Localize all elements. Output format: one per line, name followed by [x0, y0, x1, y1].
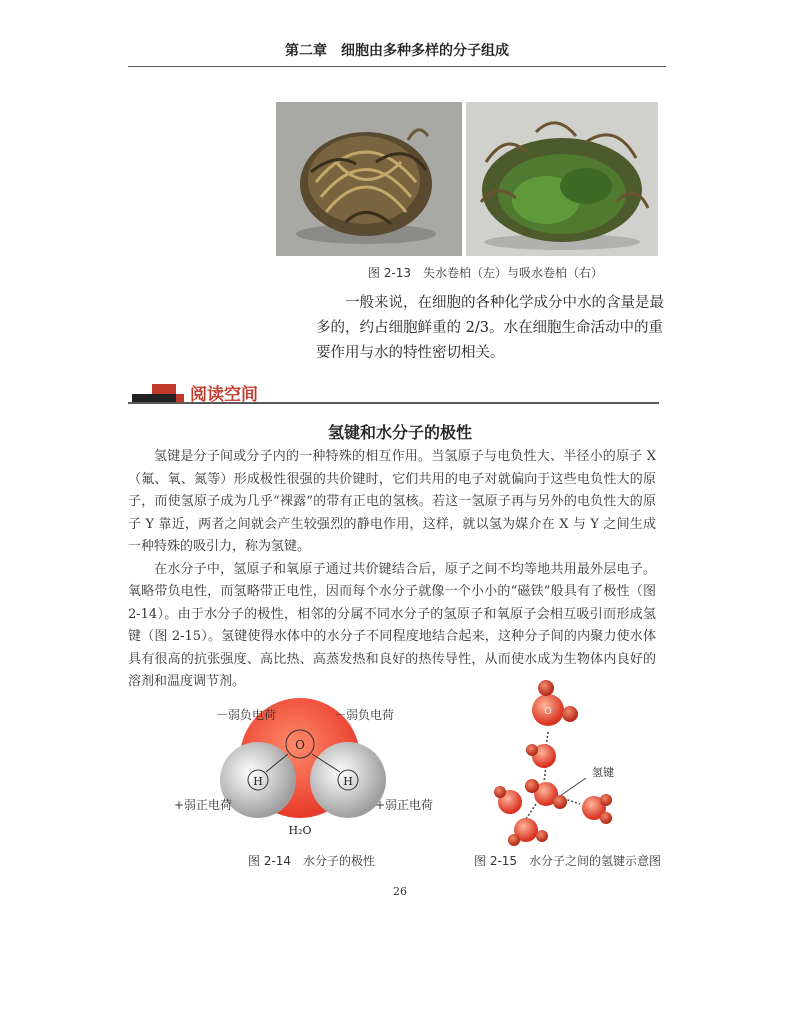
water-polarity-diagram: [160, 696, 460, 856]
dry-selaginella-photo: [276, 102, 462, 256]
hydrogen-bond-diagram: [488, 670, 638, 850]
wet-selaginella-photo: [466, 102, 658, 256]
label-neg-right: －弱负电荷: [334, 708, 395, 722]
chapter-title: 第二章 细胞由多种多样的分子组成: [285, 43, 509, 59]
atom-h-right-label: H: [343, 775, 353, 788]
label-neg-left: －弱负电荷: [216, 708, 277, 722]
figure-2-14-caption: 图 2-14 水分子的极性: [248, 854, 376, 868]
water-formula: H₂O: [288, 824, 312, 837]
section-title: 阅读空间: [190, 385, 258, 405]
article-paragraph-2: 在水分子中，氢原子和氧原子通过共价键结合后，原子之间不均等地共用最外层电子。氧略带负电性，而氢略带正电性，因而每个水分子就像一个小小的“磁铁”般具有了极性（图 2-14）。由于水分子的极性，相邻的分属不同水分子的氢原子和氧原子会相互吸引而形成氢键（图 2-15）。氢键使得水体中的水分子不同程度地结合起来，这种分子间的内聚力使水体具有很高的抗张强度、高比热、高蒸发热和良好的热传导性，从而使水成为生物体内良好的溶剂和温度调节剂。: [128, 561, 656, 689]
main-paragraph-text: 一般来说，在细胞的各种化学成分中水的含量是最多的，约占细胞鲜重的 2/3。水在细胞生命活动中的重要作用与水的特性密切相关。: [316, 295, 664, 361]
hydrogen-bond-label: 氢键: [592, 766, 614, 779]
figure-2-15-caption: 图 2-15 水分子之间的氢键示意图: [474, 854, 662, 868]
chapter-header: [128, 40, 666, 67]
article-body: [128, 446, 656, 694]
figure-2-13-caption: 图 2-13 失水卷柏（左）与吸水卷柏（右）: [368, 266, 604, 280]
atom-h-left-label: H: [253, 775, 263, 788]
main-paragraph: [316, 291, 676, 366]
atom-o-label-top: O: [544, 707, 552, 717]
atom-o-label: O: [295, 738, 305, 752]
page-number: 26: [393, 885, 407, 898]
article-title: 氢键和水分子的极性: [327, 423, 472, 442]
label-pos-left: +弱正电荷: [174, 798, 233, 812]
article-paragraph-1: 氢键是分子间或分子内的一种特殊的相互作用。当氢原子与电负性大、半径小的原子 X（氟、氧、氮等）形成极性很强的共价键时，它们共用的电子对就偏向于这些电负性大的原子，而使氢原子成为几乎“裸露”的带有正电的氢核。若这一氢原子再与另外的电负性大的原子 Y 靠近，两者之间就会产生较强烈的静电作用，这样，就以氢为媒介在 X 与 Y 之间生成一种特殊的吸引力，称为氢键。: [128, 449, 656, 554]
label-pos-right: +弱正电荷: [375, 798, 434, 812]
